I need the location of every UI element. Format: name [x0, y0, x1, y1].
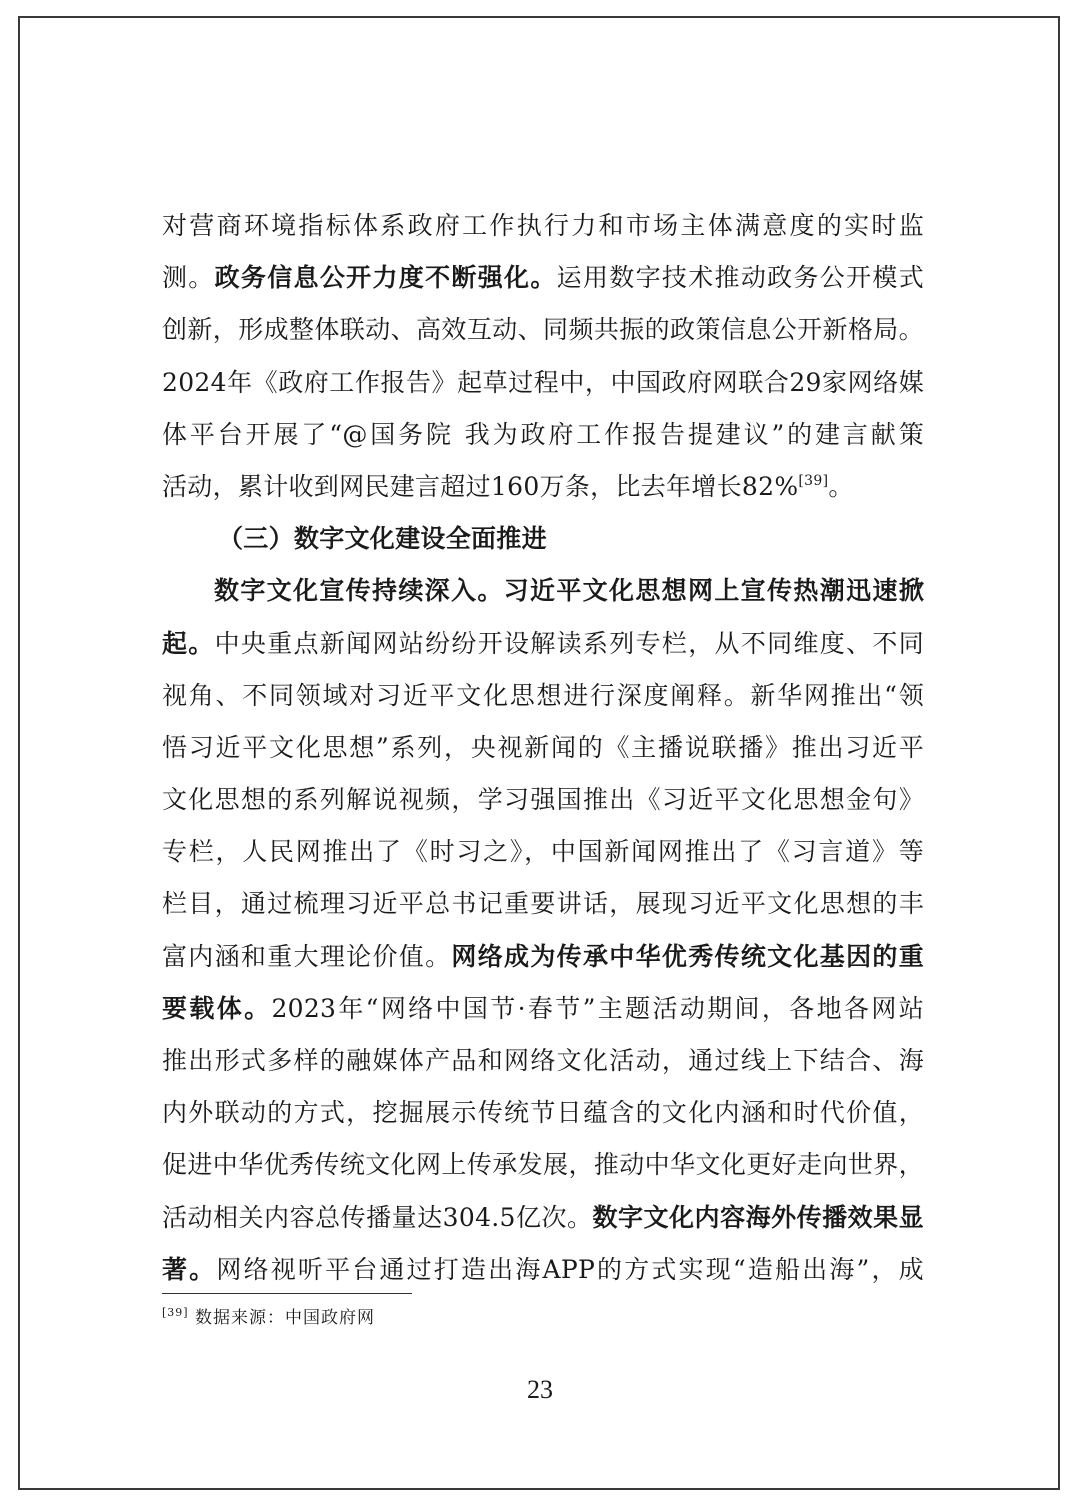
- text-segment: 文化思想的系列解说视频，学习强国推出《习近平文化思想金句》: [162, 785, 924, 815]
- footnote-text: 数据来源：中国政府网: [195, 1308, 375, 1328]
- body-text: [162, 200, 924, 1296]
- bold-phrase: 网络成为传承中华优秀传统文化基因的重: [451, 941, 924, 971]
- footnote: [162, 1306, 375, 1330]
- text-segment: 体平台开展了“@国务院 我为政府工作报告提建议”的建言献策: [162, 419, 924, 449]
- text-line: [162, 565, 924, 617]
- text-segment: 视角、不同领域对习近平文化思想进行深度阐释。新华网推出“领: [162, 680, 924, 710]
- text-segment: 。: [828, 471, 854, 501]
- text-segment: 栏目，通过梳理习近平总书记重要讲话，展现习近平文化思想的丰: [162, 889, 924, 919]
- text-segment: 内外联动的方式，挖掘展示传统节日蕴含的文化内涵和时代价值，: [162, 1098, 924, 1128]
- text-line: [162, 200, 924, 252]
- text-segment: 2024年《政府工作报告》起草过程中，中国政府网联合29家网络媒: [162, 367, 924, 397]
- text-line: [162, 1035, 924, 1087]
- text-line: [162, 252, 924, 304]
- text-line: [162, 722, 924, 774]
- text-segment: 促进中华优秀传统文化网上传承发展，推动中华文化更好走向世界，: [162, 1150, 924, 1180]
- text-segment: 创新，形成整体联动、高效互动、同频共振的政策信息公开新格局。: [162, 315, 924, 345]
- text-segment: 中央重点新闻网站纷纷开设解读系列专栏，从不同维度、不同: [214, 628, 924, 658]
- text-line: [162, 670, 924, 722]
- text-line: [162, 774, 924, 826]
- text-line: [162, 409, 924, 461]
- page-number: 23: [527, 1375, 553, 1404]
- citation-marker: [39]: [798, 472, 829, 489]
- text-segment: 富内涵和重大理论价值。: [162, 941, 452, 971]
- text-line: [162, 1087, 924, 1139]
- text-line: [162, 1139, 924, 1191]
- bold-phrase: 政务信息公开力度不断强化。: [214, 263, 557, 293]
- text-line: [162, 304, 924, 356]
- bold-phrase: 起。: [162, 628, 215, 658]
- text-segment: 对营商环境指标体系政府工作执行力和市场主体满意度的实时监: [162, 211, 924, 240]
- bold-phrase: 数字文化内容海外传播效果显: [592, 1202, 924, 1232]
- text-segment: 测。: [162, 263, 215, 293]
- section-heading: [162, 513, 924, 565]
- text-segment: 2023年“网络中国节·春节”主题活动期间，各地各网站: [271, 993, 925, 1023]
- text-line: [162, 826, 924, 878]
- bold-phrase: （三）数字文化建设全面推进: [218, 524, 547, 554]
- text-line: [162, 618, 924, 670]
- text-segment: 网络视听平台通过打造出海APP的方式实现“造船出海”，成: [216, 1254, 924, 1284]
- text-line: [162, 461, 924, 513]
- footnote-marker: [39]: [162, 1306, 189, 1319]
- text-segment: 悟习近平文化思想”系列，央视新闻的《主播说联播》推出习近平: [162, 732, 924, 762]
- bold-phrase: 数字文化宣传持续深入。习近平文化思想网上宣传热潮迅速掀: [214, 576, 924, 606]
- footnote-divider: [162, 1293, 412, 1294]
- bold-phrase: 著。: [162, 1254, 217, 1284]
- text-segment: 活动，累计收到网民建言超过160万条，比去年增长82%: [162, 471, 799, 501]
- text-segment: 推出形式多样的融媒体产品和网络文化活动，通过线上下结合、海: [162, 1046, 924, 1075]
- text-line: [162, 931, 924, 983]
- text-line: [162, 1192, 924, 1244]
- text-line: [162, 357, 924, 409]
- text-segment: 运用数字技术推动政务公开模式: [556, 263, 925, 293]
- text-segment: 专栏，人民网推出了《时习之》，中国新闻网推出了《习言道》等: [162, 837, 924, 867]
- text-line: [162, 1244, 924, 1296]
- text-segment: 活动相关内容总传播量达304.5亿次。: [162, 1202, 593, 1232]
- bold-phrase: 要载体。: [162, 993, 272, 1023]
- text-line: [162, 983, 924, 1035]
- text-line: [162, 878, 924, 930]
